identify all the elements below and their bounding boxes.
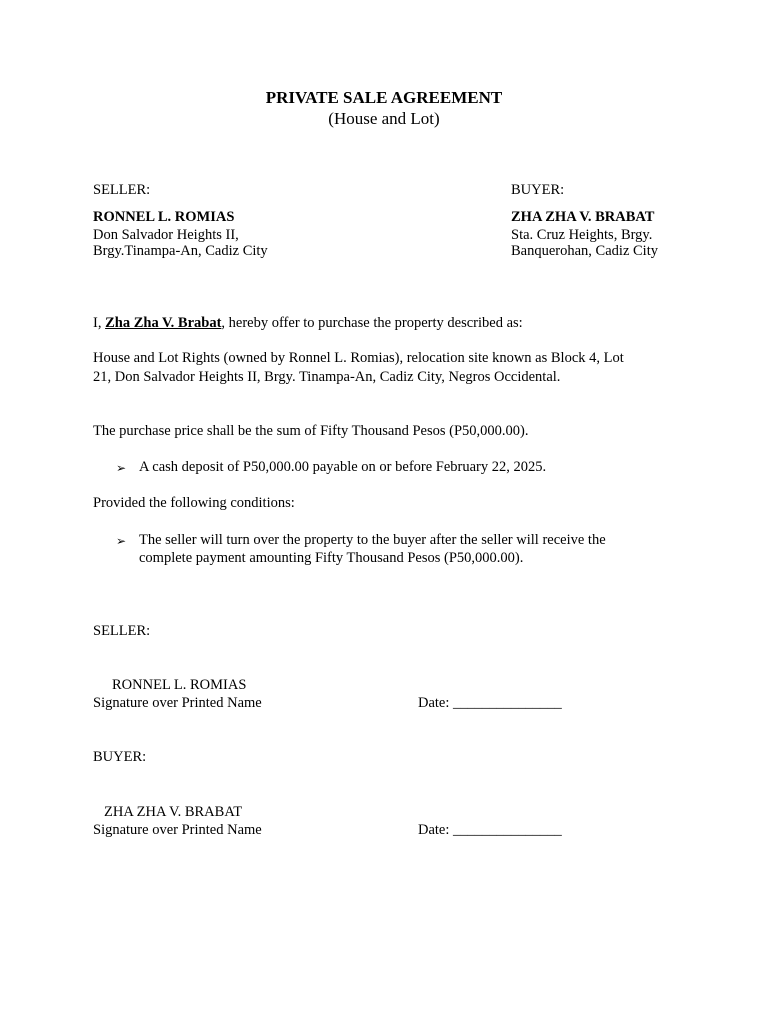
signature-seller-caption: Signature over Printed Name bbox=[93, 695, 262, 711]
document-subtitle: (House and Lot) bbox=[328, 109, 440, 128]
document-title: PRIVATE SALE AGREEMENT bbox=[265, 88, 503, 107]
signature-seller-date: Date: _______________ bbox=[418, 695, 562, 711]
arrow-bullet-icon: ➢ bbox=[116, 534, 127, 548]
property-line2: 21, Don Salvador Heights II, Brgy. Tinampa-An, Cadiz City, Negros Occidental. bbox=[93, 369, 561, 385]
signature-buyer-caption: Signature over Printed Name bbox=[93, 822, 262, 838]
offer-buyer-name: Zha Zha V. Brabat bbox=[105, 315, 222, 331]
conditions-label: Provided the following conditions: bbox=[93, 495, 295, 511]
buyer-address-line1: Sta. Cruz Heights, Brgy. bbox=[511, 227, 653, 243]
offer-prefix: I, bbox=[93, 315, 106, 331]
deposit-text: A cash deposit of P50,000.00 payable on or before February 22, 2025. bbox=[139, 459, 547, 475]
buyer-name: ZHA ZHA V. BRABAT bbox=[511, 209, 655, 225]
signature-seller-name: RONNEL L. ROMIAS bbox=[112, 677, 247, 693]
seller-address-line2: Brgy.Tinampa-An, Cadiz City bbox=[93, 243, 268, 259]
signature-seller-label: SELLER: bbox=[93, 623, 151, 639]
buyer-label: BUYER: bbox=[511, 182, 565, 198]
signature-buyer-date: Date: _______________ bbox=[418, 822, 562, 838]
buyer-address-line2: Banquerohan, Cadiz City bbox=[511, 243, 658, 259]
seller-address-line1: Don Salvador Heights II, bbox=[93, 227, 239, 243]
property-line1: House and Lot Rights (owned by Ronnel L. Romias), relocation site known as Block 4, Lot bbox=[93, 350, 624, 366]
purchase-price-text: The purchase price shall be the sum of Fifty Thousand Pesos (P50,000.00). bbox=[93, 423, 529, 439]
signature-buyer-name: ZHA ZHA V. BRABAT bbox=[104, 804, 243, 820]
seller-label: SELLER: bbox=[93, 182, 151, 198]
offer-sentence bbox=[93, 314, 523, 333]
signature-buyer-label: BUYER: bbox=[93, 749, 147, 765]
seller-name: RONNEL L. ROMIAS bbox=[93, 209, 235, 225]
arrow-bullet-icon: ➢ bbox=[116, 461, 127, 475]
condition-line1: The seller will turn over the property to the buyer after the seller will receive the bbox=[139, 532, 606, 548]
offer-suffix: , hereby offer to purchase the property described as: bbox=[221, 315, 523, 331]
condition-line2: complete payment amounting Fifty Thousand Pesos (P50,000.00). bbox=[139, 550, 524, 566]
